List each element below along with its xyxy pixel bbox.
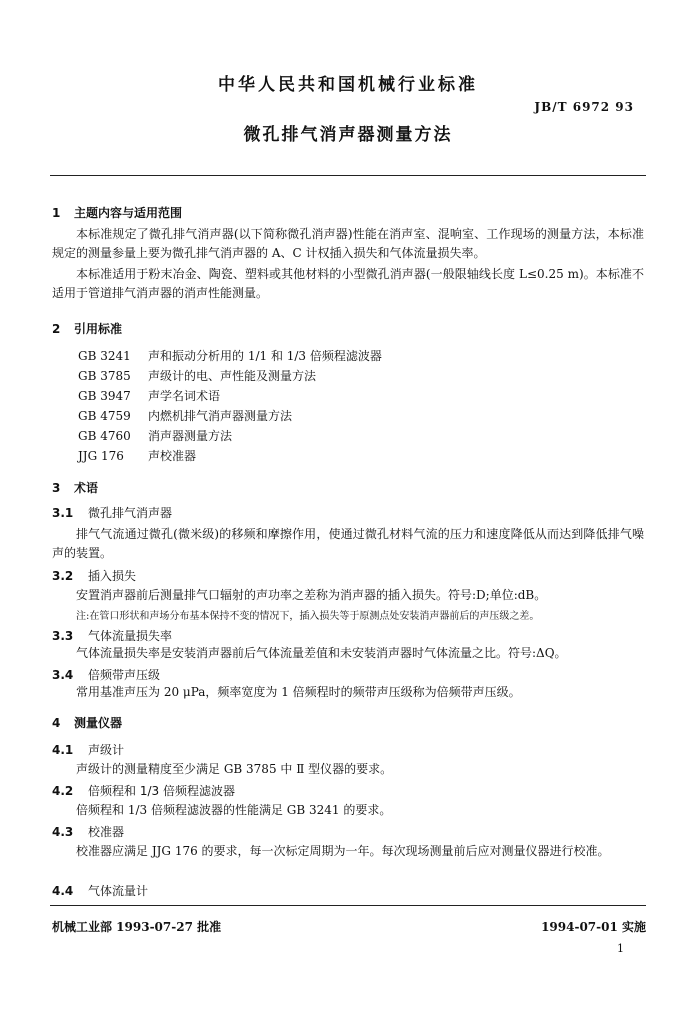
subsection-number: 4.1	[52, 743, 74, 757]
reference-text: 消声器测量方法	[148, 429, 233, 443]
subsection-number: 3.4	[52, 668, 74, 682]
subsection-4-4-heading	[52, 882, 148, 899]
subsection-4-1-heading	[52, 741, 124, 758]
paragraph-4-2: 倍频程和 1/3 倍频程滤波器的性能满足 GB 3241 的要求。	[76, 803, 392, 817]
reference-item	[78, 347, 382, 364]
section-title: 引用标准	[74, 322, 123, 336]
reference-code: GB 4759	[78, 409, 131, 423]
section-number: 2	[52, 322, 61, 336]
subsection-number: 4.2	[52, 784, 74, 798]
subsection-3-2-heading	[52, 567, 136, 584]
reference-item	[78, 367, 316, 384]
reference-text: 内燃机排气消声器测量方法	[148, 409, 293, 423]
subsection-number: 4.3	[52, 825, 74, 839]
section-4-heading	[52, 714, 122, 731]
paragraph-3-1: 排气气流通过微孔(微米级)的移频和摩擦作用，使通过微孔材料气流的压力和速度降低从而达到降低排气噪声的装置。	[52, 527, 644, 560]
section-2-heading	[52, 320, 122, 337]
reference-text: 声学名词术语	[148, 389, 221, 403]
reference-code: JJG 176	[78, 449, 124, 463]
reference-item	[78, 387, 220, 404]
header-rule	[50, 175, 646, 176]
reference-text: 声级计的电、声性能及测量方法	[148, 369, 317, 383]
subsection-number: 4.4	[52, 884, 74, 898]
reference-text: 声和振动分析用的 1/1 和 1/3 倍频程滤波器	[148, 349, 382, 363]
reference-code: GB 4760	[78, 429, 131, 443]
approval-date: 机械工业部 1993-07-27 批准	[52, 920, 222, 934]
document-title: 微孔排气消声器测量方法	[243, 125, 453, 145]
subsection-number: 3.3	[52, 629, 74, 643]
paragraph-1b: 本标准适用于粉末冶金、陶瓷、塑料或其他材料的小型微孔消声器(一般限轴线长度 L≤0.25 m)。本标准不适用于管道排气消声器的消声性能测量。	[52, 267, 644, 300]
reference-text: 声校准器	[148, 449, 197, 463]
paragraph-4-1: 声级计的测量精度至少满足 GB 3785 中 Ⅱ 型仪器的要求。	[76, 762, 393, 776]
subsection-title: 声级计	[88, 743, 125, 757]
subsection-4-2-heading	[52, 782, 235, 799]
section-3-heading	[52, 479, 98, 496]
subsection-title: 倍频带声压级	[88, 668, 161, 682]
paragraph-3-2: 安置消声器前后测量排气口辐射的声功率之差称为消声器的插入损失。符号:D;单位:dB。	[76, 588, 547, 602]
reference-code: GB 3947	[78, 389, 131, 403]
footer-rule	[50, 905, 646, 906]
reference-item	[78, 407, 292, 424]
subsection-3-1-heading	[52, 504, 172, 521]
section-title: 术语	[74, 481, 99, 495]
standard-number: JB/T 6972 93	[534, 100, 634, 114]
effective-date: 1994-07-01 实施	[541, 920, 646, 934]
subsection-title: 校准器	[88, 825, 125, 839]
reference-code: GB 3785	[78, 369, 131, 383]
section-number: 4	[52, 716, 61, 730]
subsection-title: 微孔排气消声器	[88, 506, 173, 520]
subsection-title: 气体流量损失率	[88, 629, 173, 643]
section-number: 1	[52, 206, 61, 220]
paragraph-1a: 本标准规定了微孔排气消声器(以下简称微孔消声器)性能在消声室、混响室、工作现场的测量方法，本标准规定的测量参量上要为微孔排气消声器的 A、C 计权插入损失和气体流量损失率。	[52, 227, 644, 260]
subsection-number: 3.2	[52, 569, 74, 583]
subsection-4-3-heading	[52, 823, 124, 840]
subsection-number: 3.1	[52, 506, 74, 520]
section-1-heading	[52, 204, 182, 221]
subsection-title: 气体流量计	[88, 884, 149, 898]
paragraph-3-4: 常用基准声压为 20 μPa，频率宽度为 1 倍频程时的频带声压级称为倍频带声压级。	[76, 685, 521, 699]
standard-org-heading: 中华人民共和国机械行业标准	[218, 75, 478, 95]
note-3-2: 注:在管口形状和声场分布基本保持不变的情况下，插入损失等于原测点处安装消声器前后的声压级之差。	[76, 611, 540, 622]
subsection-3-4-heading	[52, 666, 160, 683]
reference-item	[78, 427, 232, 444]
section-title: 测量仪器	[74, 716, 123, 730]
reference-code: GB 3241	[78, 349, 131, 363]
paragraph-3-3: 气体流量损失率是安装消声器前后气体流量差值和未安装消声器时气体流量之比。符号:ΔQ。	[76, 646, 567, 660]
page-number: 1	[617, 942, 624, 955]
section-title: 主题内容与适用范围	[74, 206, 183, 220]
paragraph-4-3: 校准器应满足 JJG 176 的要求，每一次标定周期为一年。每次现场测量前后应对测量仪器进行校准。	[76, 844, 610, 858]
subsection-title: 插入损失	[88, 569, 137, 583]
section-number: 3	[52, 481, 61, 495]
subsection-title: 倍频程和 1/3 倍频程滤波器	[88, 784, 235, 798]
reference-item	[78, 447, 196, 464]
subsection-3-3-heading	[52, 627, 172, 644]
